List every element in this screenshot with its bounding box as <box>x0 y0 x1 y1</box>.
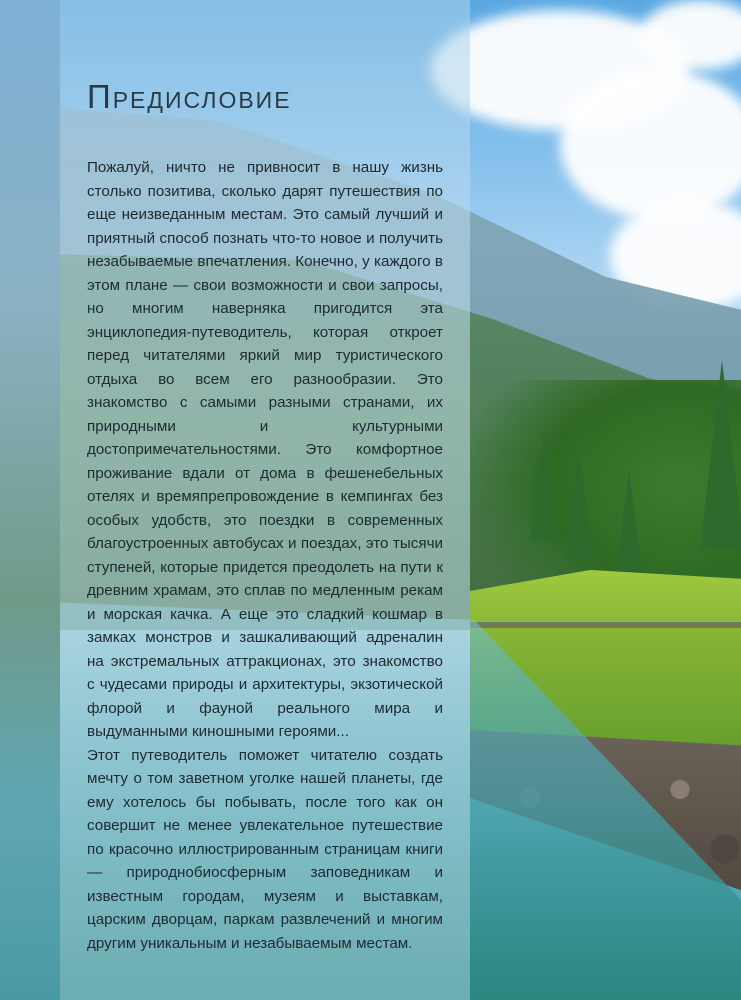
tree <box>565 450 593 560</box>
left-photo-strip <box>0 0 60 1000</box>
paragraph: Пожалуй, ничто не привносит в нашу жизнь столько позитива, сколько дарят путешествия по еще неизведанным местам. Это самый лучший и приятный способ познать что-то новое и получить незабываемые впечатления. Конечно, у каждого в этом плане — свои возможности и свои запросы, но многим наверняка пригодится эта энциклопедия-путеводитель, которая откроет перед читателями яркий мир туристического отдыха во всем его разнообразии. Это знакомство с самыми разными странами, их природными и культурными достопримечательностями. Это комфортное проживание вдали от дома в фешенебельных отелях и времяпрепровождение в кемпингах без особых удобств, это поездки в современных благоустроенных автобусах и поездах, это тысячи ступеней, которые придется преодолеть на пути к древним храмам, это сплав по медленным рекам и морская качка. А еще это сладкий кошмар в замках монстров и зашкаливающий адреналин на экстремальных аттракционах, это знакомство с чудесами природы и архитектуры, экзотической флорой и фауной реального мира и выдуманными киношными героями... <box>87 159 443 740</box>
railway <box>470 622 741 628</box>
tree <box>530 430 558 540</box>
tree <box>700 360 741 550</box>
body-text <box>87 156 443 955</box>
tree <box>615 470 643 580</box>
page-title: Предисловие <box>87 78 292 115</box>
paragraph: Этот путеводитель поможет читателю создать мечту о том заветном уголке нашей планеты, где ему хотелось бы побывать, после того как он совершит не менее увлекательное путешествие по красочно иллюстрированным страницам книги — природнобиосферным заповедникам и известным городам, музеям и выставкам, царским дворцам, паркам развлечений и многим другим уникальным и незабываемым местам. <box>87 746 443 952</box>
